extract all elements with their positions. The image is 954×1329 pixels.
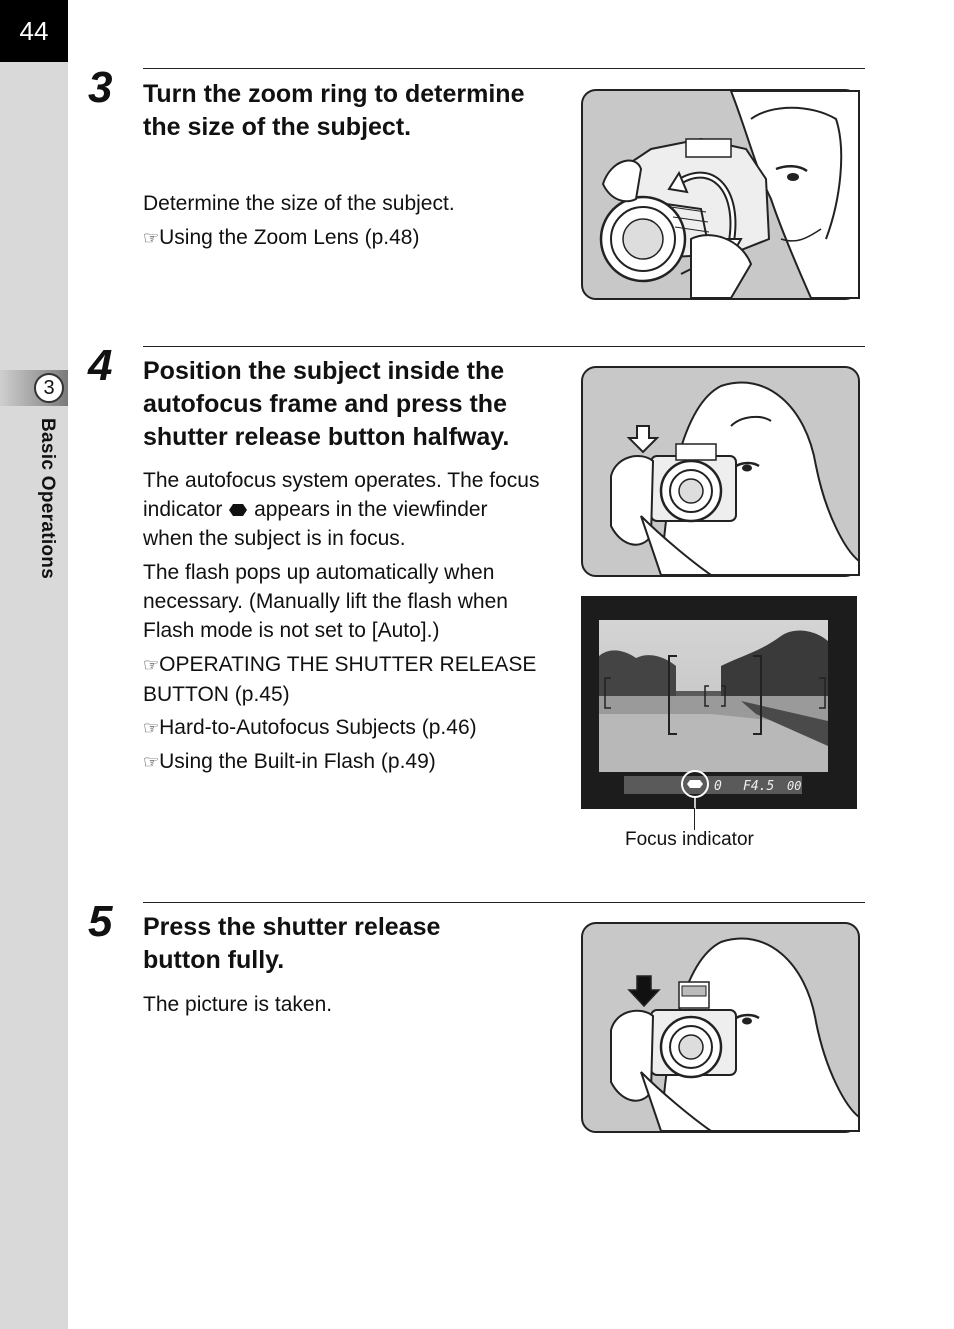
step-body <box>143 466 543 781</box>
step-heading: Position the subject inside the autofocus frame and press the shutter release button halfway. <box>143 357 510 451</box>
body-paragraph: The picture is taken. <box>143 993 333 1016</box>
body-paragraph <box>143 466 543 553</box>
step-body <box>143 990 543 1024</box>
cross-reference-link[interactable] <box>143 650 543 709</box>
reference-text: Using the Built-in Flash (p.49) <box>159 750 436 773</box>
page-number: 44 <box>0 0 68 62</box>
section-divider <box>143 68 865 69</box>
step-number: 4 <box>88 341 113 390</box>
reference-text: Using the Zoom Lens (p.48) <box>159 226 420 249</box>
body-text-part: The autofocus system operates. The focus indicator <box>143 469 540 521</box>
chapter-sidebar <box>0 0 68 1329</box>
viewfinder-aperture: F4.5 <box>743 779 775 794</box>
body-paragraph: Determine the size of the subject. <box>143 192 455 215</box>
section-divider <box>143 346 865 347</box>
caption-leader-line <box>694 808 695 830</box>
pointing-hand-icon: ☞ <box>143 228 160 248</box>
reference-text: OPERATING THE SHUTTER RELEASE BUTTON (p.45) <box>143 653 537 706</box>
step-heading: Press the shutter release button fully. <box>143 913 441 974</box>
viewfinder-left-value: 0 <box>714 779 722 794</box>
reference-text: Hard-to-Autofocus Subjects (p.46) <box>159 716 477 739</box>
half-press-illustration <box>581 366 860 577</box>
section-divider <box>143 902 865 903</box>
step-body <box>143 189 543 257</box>
figure-caption: Focus indicator <box>625 829 754 850</box>
body-paragraph: The flash pops up automatically when necessary. (Manually lift the flash when Flash mode is not set to [Auto].) <box>143 561 508 642</box>
viewfinder-display <box>581 596 857 809</box>
cross-reference-link[interactable] <box>143 223 543 253</box>
pointing-hand-icon: ☞ <box>143 752 160 772</box>
cross-reference-link[interactable] <box>143 747 543 777</box>
focus-indicator-icon <box>228 503 248 517</box>
focus-indicator-icon <box>687 780 703 788</box>
pointing-hand-icon: ☞ <box>143 655 160 675</box>
chapter-number-badge: 3 <box>34 373 64 403</box>
step-number: 3 <box>88 63 113 112</box>
full-press-illustration <box>581 922 860 1133</box>
step-heading: Turn the zoom ring to determine the size of the subject. <box>143 80 525 141</box>
cross-reference-link[interactable] <box>143 713 543 743</box>
viewfinder-right-value: 00 <box>787 779 802 793</box>
step-number: 5 <box>88 897 113 946</box>
zoom-ring-illustration <box>581 89 860 300</box>
pointing-hand-icon: ☞ <box>143 718 160 738</box>
body-text-part: appears in the viewfinder when the subject is in focus. <box>143 498 488 550</box>
chapter-title: Basic Operations <box>37 418 58 580</box>
